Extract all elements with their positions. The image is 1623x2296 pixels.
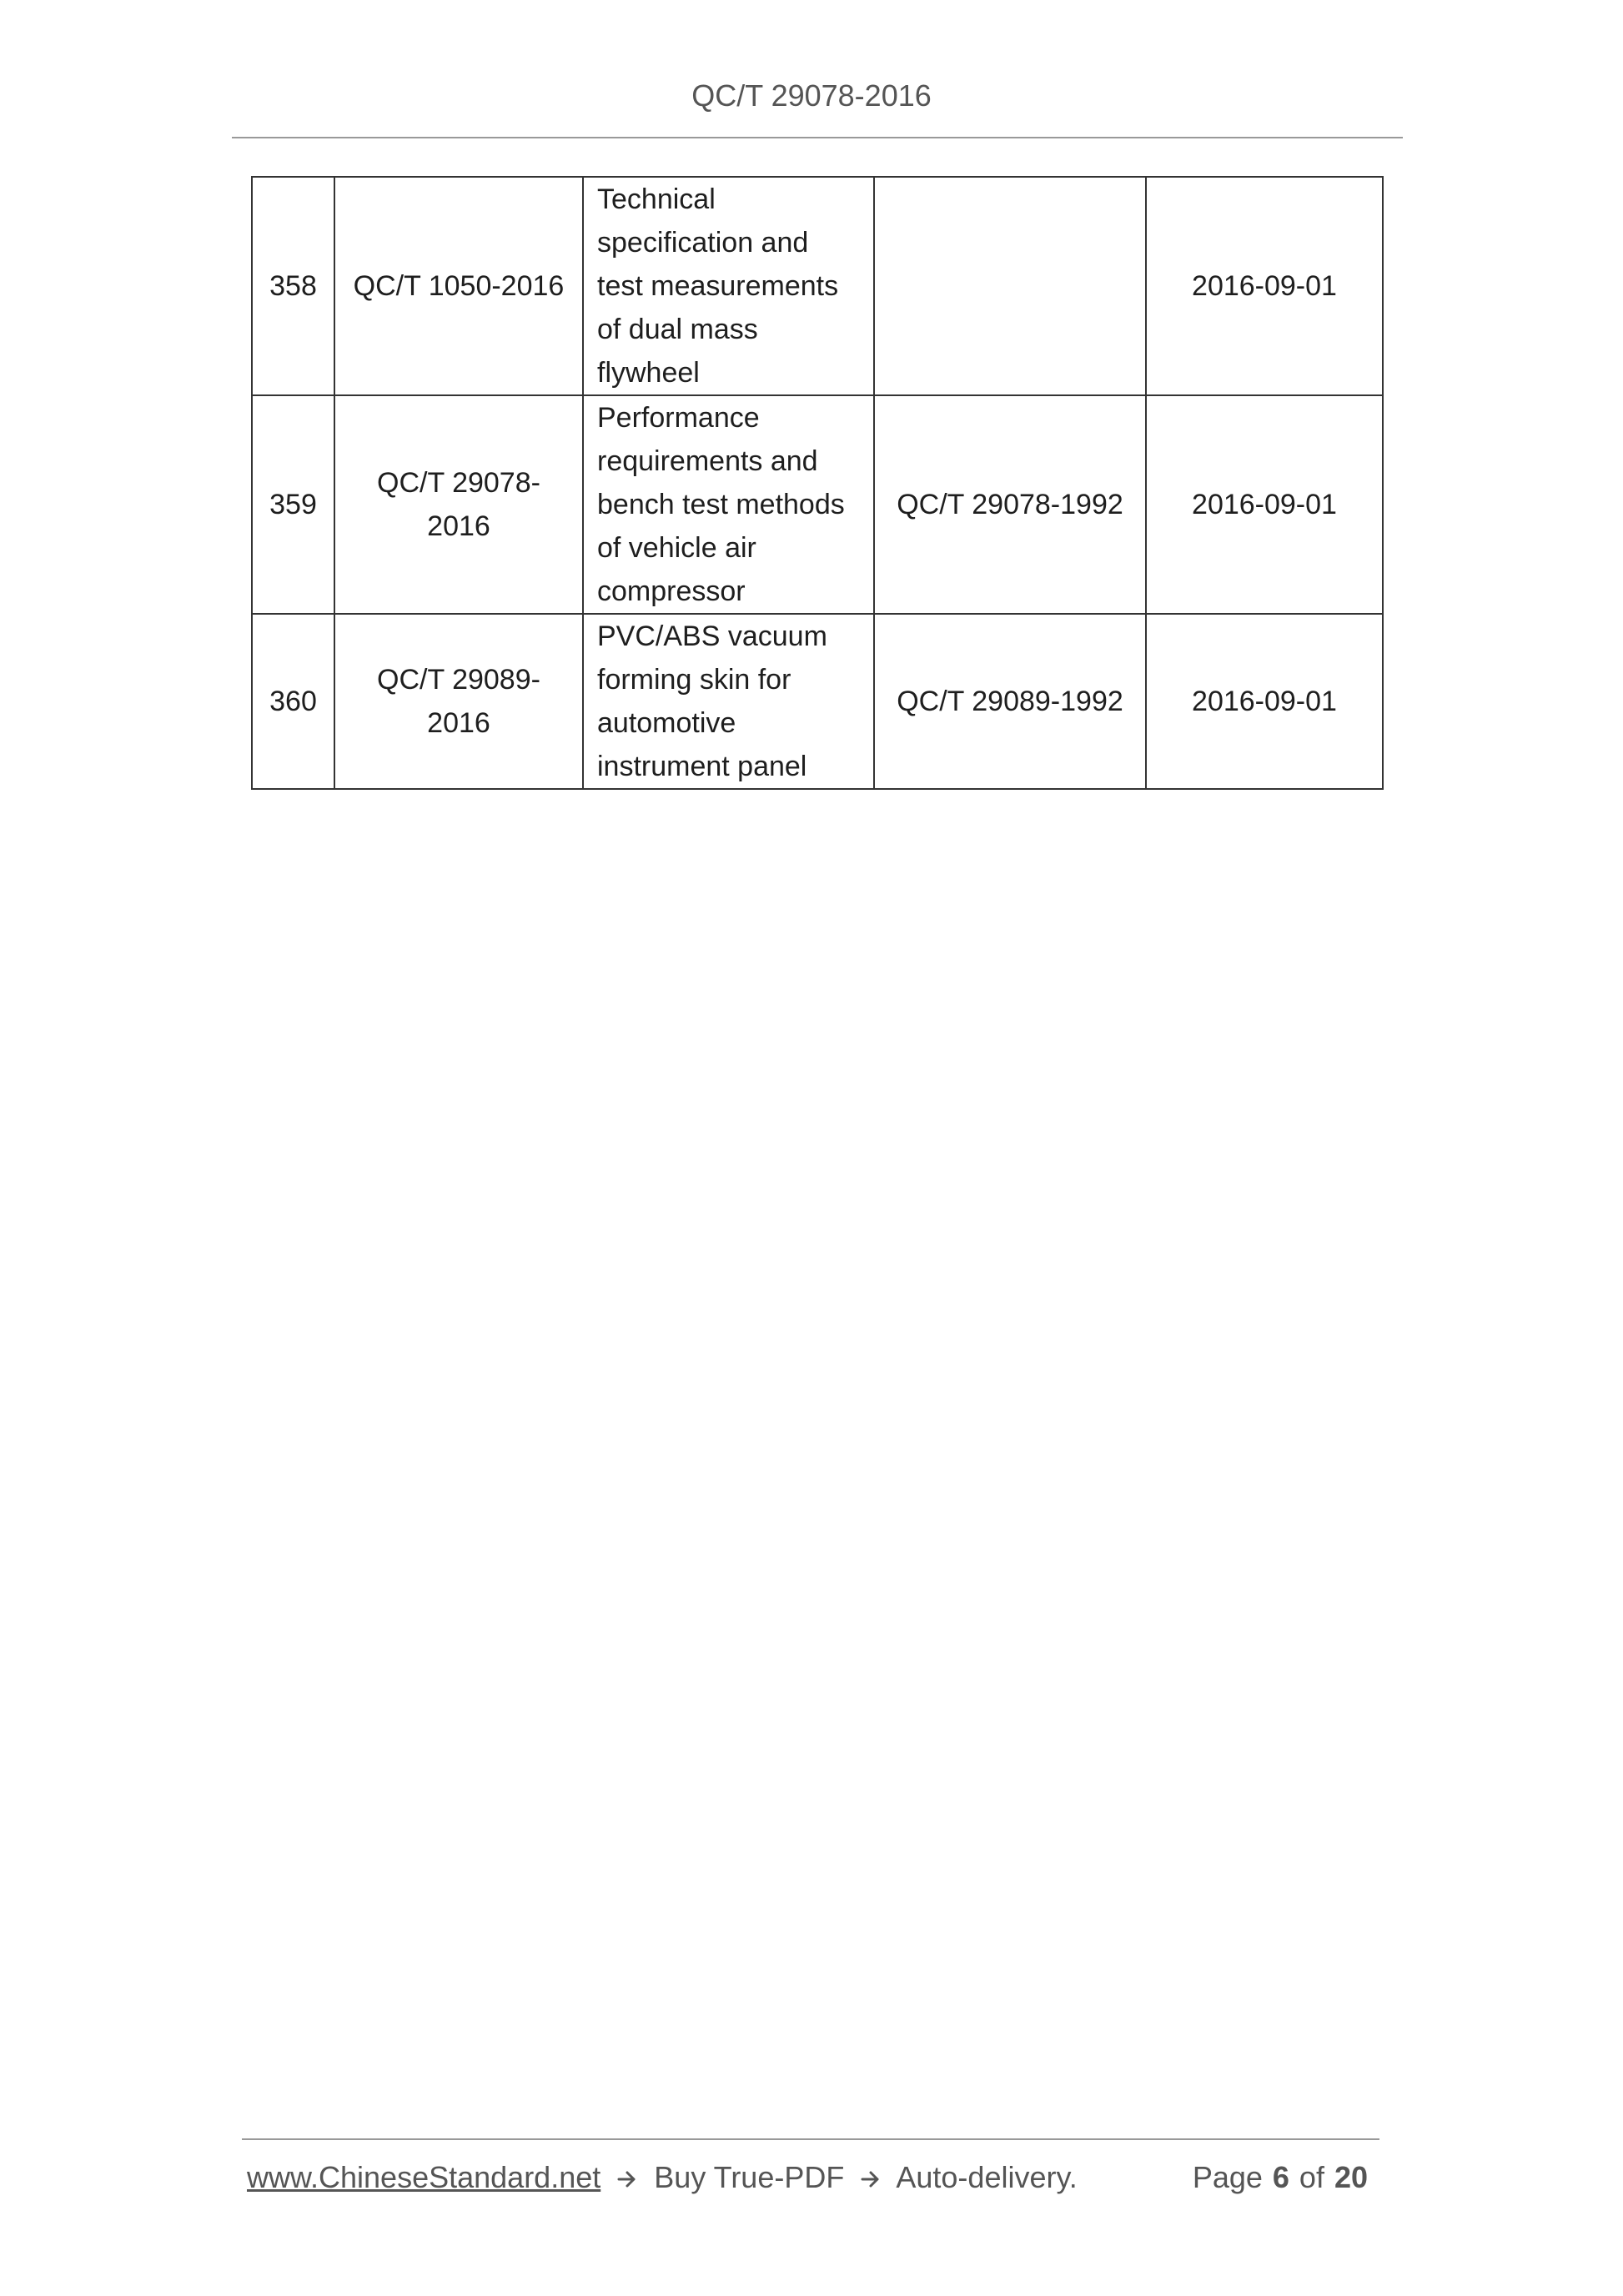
standard-code-line: QC/T 29078- [377, 467, 540, 499]
table-row [252, 614, 1383, 789]
title-line: instrument panel [597, 751, 807, 782]
title-line: of dual mass [597, 314, 758, 345]
replaced-standard [874, 177, 1146, 395]
title-line: requirements and [597, 445, 818, 477]
title-line: compressor [597, 575, 746, 607]
buy-true-pdf-text: Buy True-PDF [654, 2160, 845, 2194]
arrow-right-icon [861, 2162, 881, 2182]
standard-code [334, 395, 583, 614]
replaced-standard: QC/T 29078-1992 [874, 395, 1146, 614]
footer-divider [242, 2138, 1379, 2140]
arrow-right-icon [617, 2162, 637, 2182]
title-line: test measurements [597, 270, 839, 302]
header-divider [232, 137, 1403, 138]
replaced-standard: QC/T 29089-1992 [874, 614, 1146, 789]
page-footer [247, 2160, 1378, 2195]
title-line: automotive [597, 707, 736, 739]
standards-table [251, 176, 1384, 790]
title-line: of vehicle air [597, 532, 756, 564]
row-number: 358 [252, 177, 334, 395]
implementation-date: 2016-09-01 [1146, 177, 1383, 395]
standard-code-line: 2016 [427, 707, 490, 739]
standard-title [583, 614, 874, 789]
standard-code-line: 2016 [427, 510, 490, 542]
title-line: Performance [597, 402, 760, 434]
page-total: 20 [1334, 2160, 1368, 2194]
table-row [252, 395, 1383, 614]
row-number: 359 [252, 395, 334, 614]
page-current: 6 [1272, 2160, 1289, 2194]
standard-code-line: QC/T 1050-2016 [353, 270, 565, 302]
standard-title [583, 177, 874, 395]
title-line: bench test methods [597, 489, 845, 520]
title-line: specification and [597, 227, 809, 259]
title-line: flywheel [597, 357, 700, 389]
title-line: forming skin for [597, 664, 791, 696]
implementation-date: 2016-09-01 [1146, 614, 1383, 789]
page-of-label: of [1299, 2160, 1324, 2194]
title-line: Technical [597, 183, 716, 215]
document-header-title: QC/T 29078-2016 [691, 78, 932, 113]
standard-code [334, 177, 583, 395]
page-label: Page [1192, 2160, 1263, 2194]
table-row [252, 177, 1383, 395]
standard-title [583, 395, 874, 614]
auto-delivery-text: Auto-delivery. [896, 2160, 1078, 2194]
row-number: 360 [252, 614, 334, 789]
standard-code [334, 614, 583, 789]
page-indicator [1193, 2160, 1378, 2195]
standard-code-line: QC/T 29089- [377, 664, 540, 696]
website-link[interactable]: www.ChineseStandard.net [247, 2160, 601, 2194]
title-line: PVC/ABS vacuum [597, 620, 827, 652]
implementation-date: 2016-09-01 [1146, 395, 1383, 614]
